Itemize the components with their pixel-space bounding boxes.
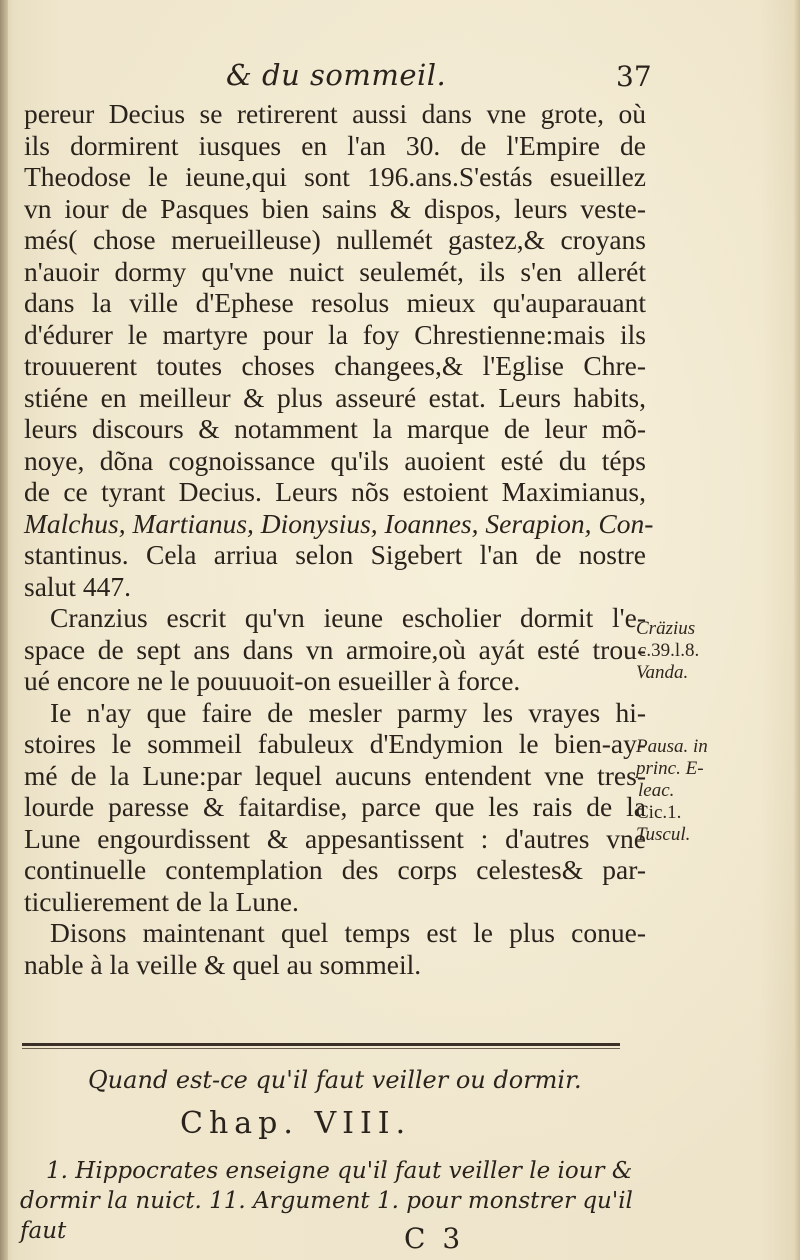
text-line: noye, dõna cognoissance qu'ils auoient esté du téps xyxy=(24,444,646,476)
text-line: n'auoir dormy qu'vne nuict seulemét, ils s'en allerét xyxy=(24,255,646,287)
text-line: pereur Decius se retirerent aussi dans vne grote, où xyxy=(24,98,646,129)
text-line: ils dormirent iusques en l'an 30. de l'Empire de xyxy=(24,129,646,161)
margin-note-cranzius xyxy=(636,618,699,684)
text-line: vn iour de Pasques bien sains & dispos, leurs veste- xyxy=(24,192,646,224)
margin-note-pausanias xyxy=(636,736,708,846)
text-line: Disons maintenant quel temps est le plus conue- xyxy=(50,917,646,948)
margin-note-line: Tuscul. xyxy=(636,824,691,845)
section-rule-thin xyxy=(22,1048,620,1049)
summary-line: 1. Hippocrates enseigne qu'il faut veiller le iour & xyxy=(46,1158,633,1184)
page-number: 37 xyxy=(616,60,652,93)
text-line: dans la ville d'Ephese resolus mieux qu'auparauant xyxy=(24,287,646,318)
margin-note-line: c.39.l.8. xyxy=(638,640,700,661)
text-line: lourde paresse & faitardise, parce que les rais de la xyxy=(24,791,646,822)
text-line: leurs discours & notamment la marque de leur mõ- xyxy=(24,413,646,444)
text-line: continuelle contemplation des corps celestes& par- xyxy=(24,854,646,885)
text-line: Ie n'ay que faire de mesler parmy les vrayes hi- xyxy=(50,696,646,728)
margin-note-line: Vanda. xyxy=(636,662,689,683)
margin-note-line: leac. xyxy=(638,780,675,801)
signature-mark: C 3 xyxy=(404,1222,465,1255)
body-text xyxy=(24,98,654,980)
text-line: Cranzius escrit qu'vn ieune escholier dormit l'e- xyxy=(50,602,646,633)
text-line: d'édurer le martyre pour la foy Chrestienne:mais ils xyxy=(24,318,646,350)
running-header xyxy=(0,56,800,96)
text-line: trouuerent toutes choses changees,& l'Eglise Chre- xyxy=(24,350,646,381)
text-line: ué encore ne le pouuuoit-on esueiller à force. xyxy=(24,665,521,696)
page-edge xyxy=(794,0,800,1260)
text-line: més( chose merueilleuse) nullemét gastez,& croyans xyxy=(24,224,646,255)
chapter-summary xyxy=(20,1156,640,1246)
text-line: Malchus, Martianus, Dionysius, Ioannes, Serapion, Con- xyxy=(24,507,654,539)
text-line: ticulierement de la Lune. xyxy=(24,885,299,917)
text-line: Lune engourdissent & appesantissent : d'autres vne xyxy=(24,822,646,854)
text-line: stoires le sommeil fabuleux d'Endymion le bien-ay- xyxy=(24,728,646,759)
margin-note-line: Pausa. in xyxy=(636,736,708,757)
chapter-title: Chap. VIII. xyxy=(180,1106,412,1141)
section-rule xyxy=(22,1043,620,1046)
text-line: Theodose le ieune,qui sont 196.ans.S'estás esueillez xyxy=(24,161,646,192)
margin-note-line: Cic.1. xyxy=(636,802,682,823)
section-heading: Quand est-ce qu'il faut veiller ou dormir. xyxy=(88,1066,582,1094)
summary-line: dormir la nuict. 11. Argument 1. pour monstrer qu'il faut xyxy=(20,1188,633,1244)
text-line: space de sept ans dans vn armoire,où ayát esté trou- xyxy=(24,633,646,665)
text-line: mé de la Lune:par lequel aucuns entendent vne tres- xyxy=(24,759,646,791)
text-line: nable à la veille & quel au sommeil. xyxy=(24,948,422,980)
page-gutter xyxy=(0,0,8,1260)
margin-note-line: princ. E- xyxy=(636,758,704,779)
text-line: salut 447. xyxy=(24,570,131,602)
running-title: & du sommeil. xyxy=(226,58,447,92)
text-line: stiéne en meilleur & plus asseuré estat. Leurs habits, xyxy=(24,381,646,413)
margin-note-line: Cräzius xyxy=(636,618,696,639)
text-line: de ce tyrant Decius. Leurs nõs estoient Maximianus, xyxy=(24,476,646,507)
text-line: stantinus. Cela arriua selon Sigebert l'an de nostre xyxy=(24,539,646,570)
